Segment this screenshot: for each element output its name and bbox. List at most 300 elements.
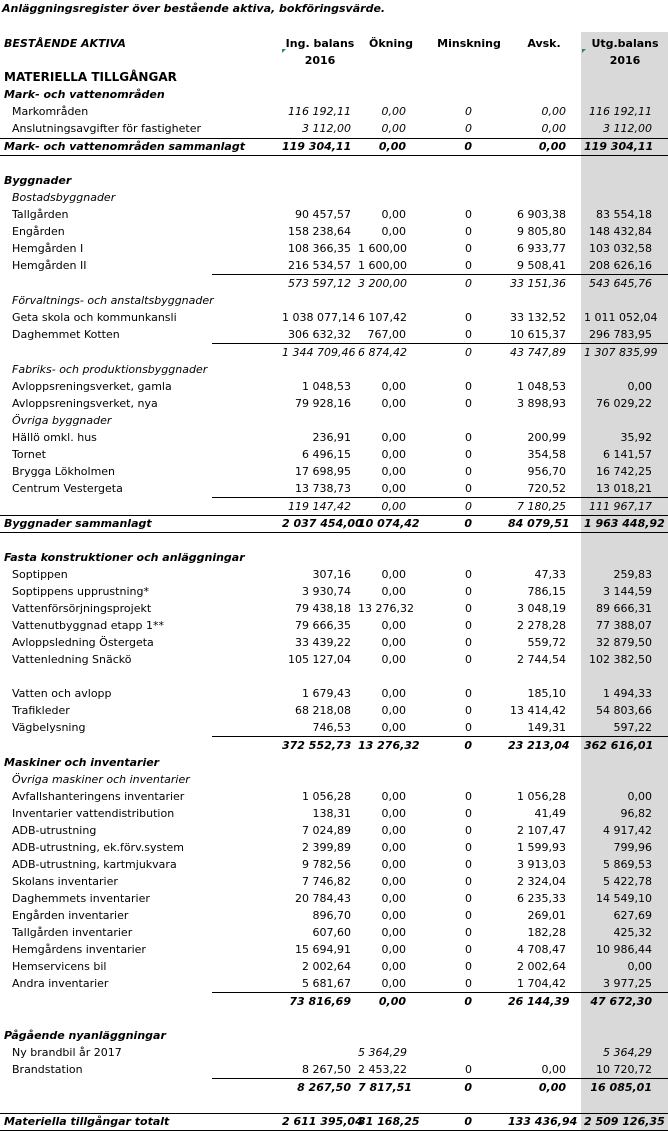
table-row [0,617,668,634]
cell-closing-balance: 6 141,57 [603,448,652,461]
comment-marker [282,49,286,53]
cell-closing-balance: 1 307 835,99 [584,346,658,359]
cell-opening-balance: 158 238,64 [288,225,351,238]
row-label: Övriga byggnader [12,414,112,427]
table-row [0,309,668,326]
cell-increase: 0,00 [381,619,406,632]
subtotal-rule [212,343,668,344]
cell-opening-balance: 2 037 454,00 [282,517,363,530]
cell-depreciation: 9 508,41 [517,259,566,272]
table-row [0,651,668,668]
cell-decrease: 0 [464,1115,472,1128]
cell-opening-balance: 119 304,11 [282,140,352,153]
cell-opening-balance: 372 552,73 [282,739,352,752]
cell-closing-balance: 116 192,11 [589,105,652,118]
table-row [0,924,668,941]
cell-decrease: 0 [465,721,472,734]
cell-opening-balance: 90 457,57 [295,208,351,221]
cell-opening-balance: 573 597,12 [288,277,351,290]
cell-increase: 0,00 [381,943,406,956]
cell-depreciation: 0,00 [538,1081,566,1094]
cell-closing-balance: 148 432,84 [589,225,652,238]
section-heading [0,86,668,103]
cell-decrease: 0 [465,687,472,700]
subtotal-rule [212,992,668,993]
row-label: Materiella tillgångar totalt [4,1115,170,1128]
cell-depreciation: 133 436,94 [508,1115,578,1128]
cell-decrease: 0 [465,242,472,255]
cell-closing-balance: 296 783,95 [589,328,652,341]
cell-decrease: 0 [465,585,472,598]
cell-depreciation: 182,28 [527,926,566,939]
table-row [0,257,668,274]
cell-depreciation: 9 805,80 [517,225,566,238]
row-label: Vattenledning Snäckö [12,653,132,666]
cell-decrease: 0 [465,122,472,135]
cell-opening-balance: 1 056,28 [302,790,351,803]
section-heading [0,292,668,309]
cell-decrease: 0 [465,208,472,221]
table-row [0,890,668,907]
subtotal-rule [212,736,668,737]
cell-increase: 0,00 [381,448,406,461]
cell-increase: 10 074,42 [358,517,420,530]
total-rule-top [0,138,668,139]
row-label: ADB-utrustning, kartmjukvara [12,858,177,871]
cell-increase: 0,00 [381,636,406,649]
cell-depreciation: 3 913,03 [517,858,566,871]
subtotal-row [0,993,668,1010]
cell-closing-balance: 89 666,31 [596,602,652,615]
cell-opening-balance: 116 192,11 [288,105,351,118]
total-row [0,138,668,155]
table-row [0,1044,668,1061]
cell-opening-balance: 3 930,74 [302,585,351,598]
cell-opening-balance: 2 399,89 [302,841,351,854]
subtotal-rule [212,1078,668,1079]
cell-decrease: 0 [465,1063,472,1076]
cell-closing-balance: 1 011 052,04 [584,311,658,324]
row-label: Tornet [12,448,46,461]
cell-increase: 0,00 [381,208,406,221]
cell-increase: 0,00 [381,122,406,135]
cell-increase: 5 364,29 [358,1046,407,1059]
row-label: Markområden [12,105,89,118]
cell-opening-balance: 1 038 077,14 [282,311,356,324]
total-row [0,1113,668,1130]
row-label: Anslutningsavgifter för fastigheter [12,122,202,135]
cell-closing-balance: 5 422,78 [603,875,652,888]
cell-closing-balance: 83 554,18 [596,208,652,221]
cell-opening-balance: 105 127,04 [288,653,351,666]
row-label: Geta skola och kommunkansli [12,311,177,324]
cell-opening-balance: 3 112,00 [302,122,351,135]
cell-opening-balance: 607,60 [312,926,351,939]
total-row [0,515,668,532]
cell-opening-balance: 8 267,50 [302,1063,351,1076]
cell-closing-balance: 96,82 [620,807,652,820]
cell-depreciation: 0,00 [541,1063,566,1076]
cell-closing-balance: 0,00 [627,380,652,393]
cell-increase: 1 600,00 [358,259,407,272]
cell-closing-balance: 77 388,07 [596,619,652,632]
row-label: Daghemmets inventarier [12,892,150,905]
cell-decrease: 0 [465,807,472,820]
cell-closing-balance: 5 869,53 [603,858,652,871]
cell-closing-balance: 14 549,10 [596,892,652,905]
cell-decrease: 0 [465,858,472,871]
cell-closing-balance: 54 803,66 [596,704,652,717]
cell-closing-balance: 0,00 [627,790,652,803]
cell-increase: 1 600,00 [358,242,407,255]
row-label: Byggnader [4,174,72,187]
cell-depreciation: 0,00 [541,105,566,118]
cell-increase: 7 817,51 [358,1081,412,1094]
cell-decrease: 0 [465,960,472,973]
cell-depreciation: 3 048,19 [517,602,566,615]
cell-increase: 0,00 [381,482,406,495]
row-label: Fabriks- och produktionsbyggnader [12,363,208,376]
cell-decrease: 0 [465,704,472,717]
cell-increase: 0,00 [381,585,406,598]
cell-increase: 0,00 [381,105,406,118]
row-label: Avloppsreningsverket, gamla [12,380,172,393]
cell-increase: 0,00 [381,225,406,238]
cell-increase: 0,00 [381,380,406,393]
subtotal-row [0,1079,668,1096]
cell-decrease: 0 [465,568,472,581]
table-row [0,685,668,702]
subtotal-rule [212,274,668,275]
cell-closing-balance: 597,22 [613,721,652,734]
row-label: Inventarier vattendistribution [12,807,175,820]
cell-opening-balance: 307,16 [312,568,351,581]
cell-decrease: 0 [465,500,472,513]
row-label: Vattenutbyggnad etapp 1** [12,619,164,632]
table-row [0,941,668,958]
cell-closing-balance: 543 645,76 [589,277,652,290]
cell-opening-balance: 9 782,56 [302,858,351,871]
row-label: Brandstation [12,1063,83,1076]
cell-closing-balance: 0,00 [627,960,652,973]
cell-opening-balance: 79 666,35 [295,619,351,632]
cell-depreciation: 1 048,53 [517,380,566,393]
cell-increase: 0,00 [381,926,406,939]
row-label: Engården [12,225,65,238]
subtotal-row [0,275,668,292]
cell-closing-balance: 5 364,29 [603,1046,652,1059]
cell-closing-balance: 627,69 [613,909,652,922]
cell-depreciation: 13 414,42 [510,704,566,717]
total-rule-top [0,515,668,516]
row-label: Pågående nyanläggningar [4,1029,166,1042]
cell-increase: 0,00 [381,500,406,513]
cell-decrease: 0 [465,824,472,837]
cell-depreciation: 6 903,38 [517,208,566,221]
table-row [0,788,668,805]
cell-depreciation: 6 235,33 [517,892,566,905]
cell-decrease: 0 [465,653,472,666]
cell-increase: 0,00 [381,960,406,973]
cell-increase: 0,00 [381,841,406,854]
cell-opening-balance: 79 928,16 [295,397,351,410]
cell-increase: 0,00 [381,977,406,990]
cell-decrease: 0 [464,995,472,1008]
cell-decrease: 0 [465,841,472,854]
subtotal-row [0,498,668,515]
cell-depreciation: 1 599,93 [517,841,566,854]
cell-closing-balance: 208 626,16 [589,259,652,272]
section-heading [0,549,668,566]
cell-depreciation: 7 180,25 [517,500,566,513]
cell-increase: 0,00 [378,995,406,1008]
row-label: Fasta konstruktioner och anläggningar [4,551,245,564]
cell-opening-balance: 119 147,42 [288,500,351,513]
cell-depreciation: 0,00 [541,122,566,135]
cell-decrease: 0 [465,431,472,444]
cell-decrease: 0 [465,636,472,649]
cell-depreciation: 2 002,64 [517,960,566,973]
cell-opening-balance: 216 534,57 [288,259,351,272]
cell-opening-balance: 236,91 [312,431,351,444]
cell-closing-balance: 76 029,22 [596,397,652,410]
row-label: Övriga maskiner och inventarier [12,773,190,786]
section-heading [0,412,668,429]
cell-decrease: 0 [465,790,472,803]
cell-opening-balance: 306 632,32 [288,328,351,341]
cell-increase: 31 168,25 [358,1115,420,1128]
cell-opening-balance: 13 738,73 [295,482,351,495]
subtotal-row [0,737,668,754]
cell-opening-balance: 33 439,22 [295,636,351,649]
cell-decrease: 0 [465,943,472,956]
cell-depreciation: 0,00 [538,140,566,153]
cell-closing-balance: 799,96 [613,841,652,854]
cell-opening-balance: 1 048,53 [302,380,351,393]
cell-decrease: 0 [465,465,472,478]
cell-depreciation: 1 056,28 [517,790,566,803]
row-label: Ny brandbil år 2017 [12,1046,122,1059]
row-label: Daghemmet Kotten [12,328,120,341]
row-label: Avloppsledning Östergeta [12,636,154,649]
cell-decrease: 0 [465,977,472,990]
row-label: Hemgården I [12,242,84,255]
cell-opening-balance: 2 002,64 [302,960,351,973]
cell-closing-balance: 362 616,01 [584,739,654,752]
cell-increase: 13 276,32 [358,739,420,752]
subtotal-row [0,344,668,361]
cell-opening-balance: 108 366,35 [288,242,351,255]
cell-increase: 3 200,00 [358,277,407,290]
row-label: Vatten och avlopp [12,687,112,700]
cell-opening-balance: 746,53 [312,721,351,734]
total-rule-top [0,1113,668,1114]
cell-decrease: 0 [465,482,472,495]
header-increase: Ökning [369,37,413,50]
row-label: Avloppsreningsverket, nya [12,397,158,410]
cell-decrease: 0 [465,602,472,615]
row-label: Mark- och vattenområden sammanlagt [4,140,245,153]
table-row [0,634,668,651]
cell-decrease: 0 [464,739,472,752]
table-row [0,702,668,719]
header-opening-balance: Ing. balans [285,37,355,50]
cell-closing-balance: 259,83 [613,568,652,581]
cell-opening-balance: 7 024,89 [302,824,351,837]
cell-depreciation: 41,49 [534,807,566,820]
cell-depreciation: 26 144,39 [508,995,570,1008]
table-row [0,975,668,992]
cell-opening-balance: 1 344 709,46 [282,346,356,359]
cell-closing-balance: 10 720,72 [596,1063,652,1076]
row-label: Skolans inventarier [12,875,118,888]
table-row [0,805,668,822]
row-label: Trafikleder [12,704,70,717]
cell-increase: 0,00 [381,824,406,837]
cell-closing-balance: 111 967,17 [589,500,652,513]
row-label: Brygga Lökholmen [12,465,116,478]
cell-decrease: 0 [465,926,472,939]
row-label: Vattenförsörjningsprojekt [12,602,152,615]
cell-depreciation: 84 079,51 [508,517,570,530]
table-row [0,583,668,600]
cell-depreciation: 2 744,54 [517,653,566,666]
cell-closing-balance: 3 977,25 [603,977,652,990]
cell-decrease: 0 [465,105,472,118]
row-label: Centrum Vestergeta [12,482,123,495]
row-label: Hemservicens bil [12,960,107,973]
row-label: Hemgården II [12,259,87,272]
table-row [0,958,668,975]
row-label: ADB-utrustning [12,824,97,837]
table-row [0,223,668,240]
cell-closing-balance: 102 382,50 [589,653,652,666]
cell-closing-balance: 16 085,01 [590,1081,652,1094]
row-label: Bostadsbyggnader [12,191,116,204]
cell-depreciation: 33 132,52 [510,311,566,324]
cell-increase: 0,00 [381,875,406,888]
section-heading [0,189,668,206]
cell-closing-balance: 4 917,42 [603,824,652,837]
row-label: MATERIELLA TILLGÅNGAR [4,70,177,84]
row-label: ADB-utrustning, ek.förv.system [12,841,184,854]
table-row [0,326,668,343]
cell-closing-balance: 119 304,11 [584,140,654,153]
cell-opening-balance: 8 267,50 [297,1081,351,1094]
cell-depreciation: 559,72 [527,636,566,649]
cell-depreciation: 786,15 [527,585,566,598]
cell-decrease: 0 [465,346,472,359]
table-row [0,378,668,395]
cell-increase: 0,00 [381,653,406,666]
cell-increase: 0,00 [381,568,406,581]
table-row [0,873,668,890]
table-row [0,463,668,480]
cell-increase: 0,00 [381,858,406,871]
cell-closing-balance: 3 112,00 [603,122,652,135]
cell-decrease: 0 [465,277,472,290]
cell-closing-balance: 10 986,44 [596,943,652,956]
cell-increase: 0,00 [381,687,406,700]
total-rule-bottom [0,155,668,156]
cell-closing-balance: 1 963 448,92 [584,517,665,530]
cell-increase: 0,00 [381,465,406,478]
total-rule-bottom [0,532,668,533]
row-label: Vägbelysning [12,721,86,734]
table-row [0,120,668,137]
cell-depreciation: 200,99 [527,431,566,444]
cell-opening-balance: 68 218,08 [295,704,351,717]
cell-decrease: 0 [465,619,472,632]
cell-increase: 0,00 [381,431,406,444]
row-label: Byggnader sammanlagt [4,517,152,530]
row-label: Engården inventarier [12,909,129,922]
cell-opening-balance: 79 438,18 [295,602,351,615]
cell-depreciation: 3 898,93 [517,397,566,410]
table-row [0,822,668,839]
cell-increase: 0,00 [381,704,406,717]
cell-depreciation: 10 615,37 [510,328,566,341]
cell-depreciation: 354,58 [527,448,566,461]
cell-opening-balance: 138,31 [312,807,351,820]
section-heading [0,771,668,788]
cell-decrease: 0 [465,225,472,238]
cell-opening-balance: 896,70 [312,909,351,922]
row-label: Hemgårdens inventarier [12,943,146,956]
section-heading [0,754,668,771]
section-heading [0,361,668,378]
cell-opening-balance: 2 611 395,04 [282,1115,363,1128]
table-row [0,566,668,583]
cell-increase: 13 276,32 [358,602,414,615]
table-row [0,839,668,856]
table-row [0,1061,668,1078]
cell-opening-balance: 15 694,91 [295,943,351,956]
cell-increase: 0,00 [381,790,406,803]
cell-increase: 0,00 [378,140,406,153]
cell-depreciation: 2 278,28 [517,619,566,632]
cell-depreciation: 1 704,42 [517,977,566,990]
section-heading [0,172,668,189]
row-label: Soptippen [12,568,68,581]
row-label: Avfallshanteringens inventarier [12,790,185,803]
cell-increase: 2 453,22 [358,1063,407,1076]
section-heading [0,1027,668,1044]
cell-decrease: 0 [465,909,472,922]
cell-closing-balance: 1 494,33 [603,687,652,700]
cell-depreciation: 43 747,89 [510,346,566,359]
cell-closing-balance: 425,32 [613,926,652,939]
cell-decrease: 0 [465,380,472,393]
row-label: Hällö omkl. hus [12,431,97,444]
header-label: BESTÅENDE AKTIVA [4,37,126,50]
row-label: Förvaltnings- och anstaltsbyggnader [12,294,214,307]
table-row [0,395,668,412]
cell-depreciation: 956,70 [527,465,566,478]
cell-decrease: 0 [465,259,472,272]
table-row [0,206,668,223]
subtotal-rule [212,497,668,498]
cell-decrease: 0 [465,311,472,324]
cell-closing-balance: 35,92 [620,431,652,444]
document-title: Anläggningsregister över bestående aktiva, bokföringsvärde. [2,2,386,15]
cell-opening-balance: 20 784,43 [295,892,351,905]
cell-increase: 0,00 [381,807,406,820]
cell-closing-balance: 16 742,25 [596,465,652,478]
cell-opening-balance: 1 679,43 [302,687,351,700]
cell-closing-balance: 32 879,50 [596,636,652,649]
cell-depreciation: 33 151,36 [510,277,566,290]
